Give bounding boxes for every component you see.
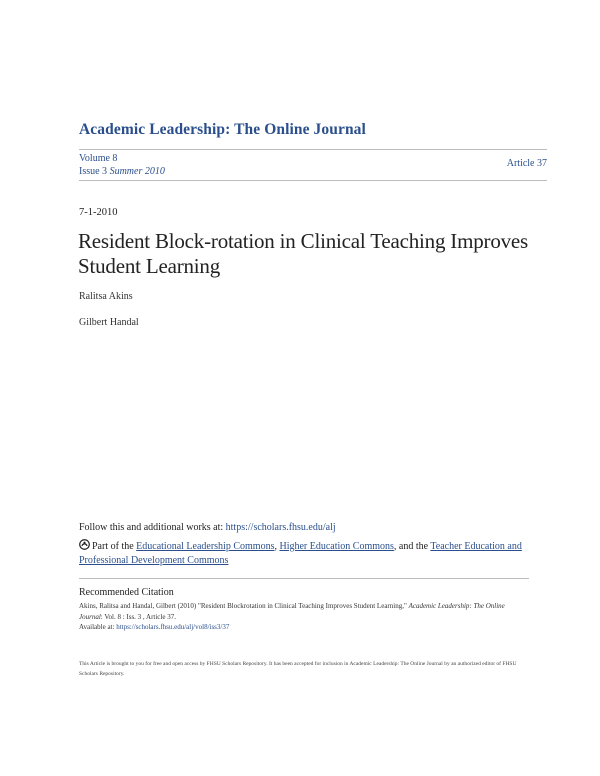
part-of-sep1: ,: [274, 541, 277, 552]
publication-date: 7-1-2010: [79, 207, 118, 218]
repository-footnote: This Article is brought to you for free and open access by FHSU Scholars Repository. It has been accepted for inclusion in Academic Leadership: The Online Journal by an authorized editor of FHSU Scholars Repository.: [79, 661, 517, 677]
part-of-commons: [79, 539, 539, 568]
author-2: Gilbert Handal: [79, 317, 139, 328]
citation-journal: Academic Leadership: The Online Journal: [79, 602, 505, 621]
follow-link[interactable]: https://scholars.fhsu.edu/alj: [225, 522, 336, 533]
journal-title[interactable]: Academic Leadership: The Online Journal: [79, 121, 366, 138]
article-title: Resident Block-rotation in Clinical Teaching Improves Student Learning: [78, 229, 529, 278]
issue-season: Summer 2010: [109, 166, 165, 177]
follow-line: [79, 522, 336, 533]
citation-line2: : Vol. 8 : Iss. 3 , Article 37.: [100, 612, 176, 621]
citation-rule: [79, 578, 529, 579]
educational-leadership-commons-link[interactable]: Educational Leadership Commons: [136, 541, 275, 552]
teacher-education-commons-link[interactable]: Teacher Education and Professional Development Commons: [79, 541, 522, 566]
header-rule-top: [79, 149, 547, 150]
article-link[interactable]: Article 37: [506, 158, 547, 169]
issue-link[interactable]: [79, 166, 165, 177]
part-of-prefix: Part of the: [92, 541, 134, 552]
network-icon: [79, 539, 90, 550]
part-of-sep2: , and the: [393, 541, 429, 552]
follow-text: Follow this and additional works at:: [79, 522, 224, 533]
citation-line1: Akins, Ralitsa and Handal, Gilbert (2010) "Resident Blockrotation in Clinical Teaching Improves Student Learning,": [79, 602, 407, 610]
header-rule-bottom: [79, 180, 547, 181]
higher-education-commons-link[interactable]: Higher Education Commons: [279, 541, 394, 552]
citation-link[interactable]: https://scholars.fhsu.edu/alj/vol8/iss3/37: [116, 623, 230, 631]
citation-available-label: Available at:: [79, 623, 115, 631]
author-1: Ralitsa Akins: [79, 291, 133, 302]
issue-label: Issue 3: [79, 166, 108, 177]
recommended-citation: [79, 601, 529, 633]
recommended-citation-heading: Recommended Citation: [79, 587, 174, 598]
volume-link[interactable]: Volume 8: [79, 153, 118, 164]
